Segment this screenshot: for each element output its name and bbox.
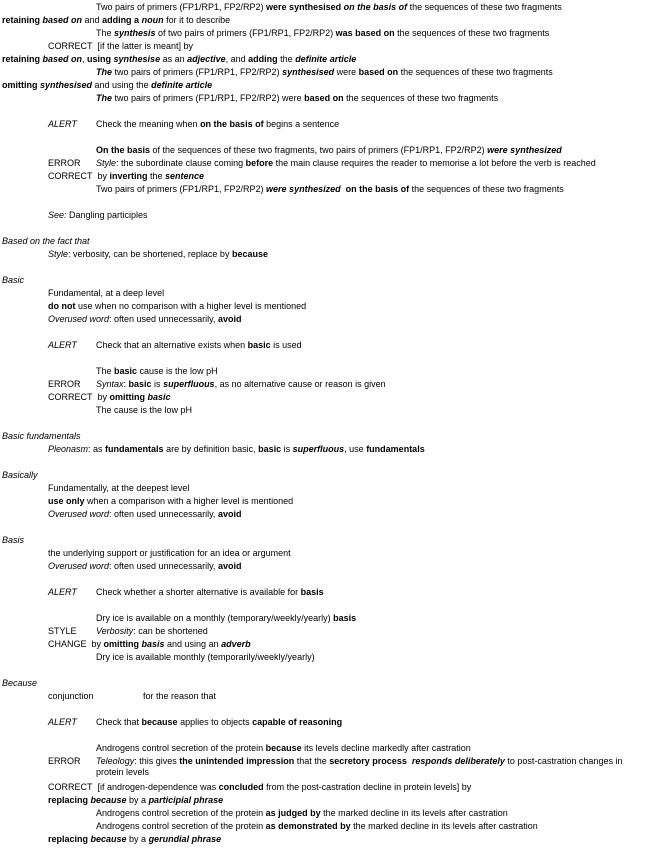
text-line: ALERT [48,119,77,129]
text-line: Androgens control secretion of the protein as demonstrated by the marked decline in its levels after castration [96,821,538,831]
text-line: CORRECT [if the latter is meant] by [48,41,194,51]
text-line: Overused word: often used unnecessarily, avoid [48,509,242,519]
text-line: replacing because by a participial phrase [48,795,224,805]
text-line: ERROR [48,379,81,389]
text-line: STYLE [48,626,77,636]
text-line: CORRECT by omitting basic [48,392,171,402]
text-line: ERROR [48,158,81,168]
text-line: ERROR [48,756,81,766]
text-line: Basis [2,535,25,545]
text-line: Basically [2,470,38,480]
text-line: Androgens control secretion of the protein as judged by the marked decline in its levels after castration [96,808,508,818]
text-line: CHANGE by omitting basis and using an adverb [48,639,251,649]
text-line: do not use when no comparison with a higher level is mentioned [48,301,307,311]
text-line: Check that because applies to objects capable of reasoning [96,717,343,727]
text-line: ALERT [48,340,77,350]
text-line: On the basis of the sequences of these two fragments, two pairs of primers (FP1/RP1, FP2/RP2) were synthesized [96,145,562,155]
text-line: The synthesis of two pairs of primers (FP1/RP1, FP2/RP2) was based on the sequences of these two fragments [96,28,550,38]
text-line: ALERT [48,587,77,597]
text-line: The basic cause is the low pH [96,366,218,376]
text-line: Dry ice is available on a monthly (temporary/weekly/yearly) basis [96,613,357,623]
text-line: use only when a comparison with a higher level is mentioned [48,496,294,506]
text-line: Check that an alternative exists when basic is used [96,340,302,350]
text-line: replacing because by a gerundial phrase [48,834,222,844]
text-line: Check whether a shorter alternative is available for basis [96,587,324,597]
text-line: retaining based on, using synthesise as an adjective, and adding the definite article [2,54,357,64]
text-line: See: Dangling participles [48,210,148,220]
text-line: Basic [2,275,25,285]
text-line: Check the meaning when on the basis of begins a sentence [96,119,340,129]
text-line: ALERT [48,717,77,727]
text-line: Fundamental, at a deep level [48,288,165,298]
text-line: Based on the fact that [2,236,90,246]
text-line: Two pairs of primers (FP1/RP1, FP2/RP2) were synthesized on the basis of the sequences of these two fragments [96,184,564,194]
text-line: retaining based on and adding a noun for it to describe [2,15,231,25]
text-line: CORRECT by inverting the sentence [48,171,205,181]
text-line: The two pairs of primers (FP1/RP1, FP2/RP2) were based on the sequences of these two fragments [96,93,499,103]
text-line: Overused word: often used unnecessarily, avoid [48,561,242,571]
text-line: Style: verbosity, can be shortened, replace by because [48,249,268,259]
text-line: conjunction [48,691,94,701]
text-line: CORRECT [if androgen-dependence was concluded from the post-castration decline in protein levels] by [48,782,472,792]
text-line: Fundamentally, at the deepest level [48,483,190,493]
text-line: Style: the subordinate clause coming before the main clause requires the reader to memorise a lot before the verb is reached [96,158,596,168]
text-line: Overused word: often used unnecessarily, avoid [48,314,242,324]
text-line: the underlying support or justification for an idea or argument [48,548,291,558]
text-line: Teleology: this gives the unintended impression that the secretory process responds deliberately to post-castration changes in protein levels [96,756,623,777]
text-line: Two pairs of primers (FP1/RP1, FP2/RP2) were synthesised on the basis of the sequences of these two fragments [96,2,562,12]
text-line: Pleonasm: as fundamentals are by definition basic, basic is superfluous, use fundamentals [48,444,425,454]
text-line: Syntax: basic is superfluous, as no alternative cause or reason is given [96,379,386,389]
text-line: Androgens control secretion of the protein because its levels decline markedly after castration [96,743,471,753]
text-line: Because [2,678,38,688]
text-line: for the reason that [143,691,217,701]
text-line: Basic fundamentals [2,431,81,441]
text-line: The two pairs of primers (FP1/RP1, FP2/RP2) synthesised were based on the sequences of these two fragments [96,67,553,77]
text-line: The cause is the low pH [96,405,193,415]
text-line: omitting synthesised and using the definite article [2,80,213,90]
text-line: Verbosity: can be shortened [96,626,208,636]
text-line: Dry ice is available monthly (temporarily/weekly/yearly) [96,652,315,662]
